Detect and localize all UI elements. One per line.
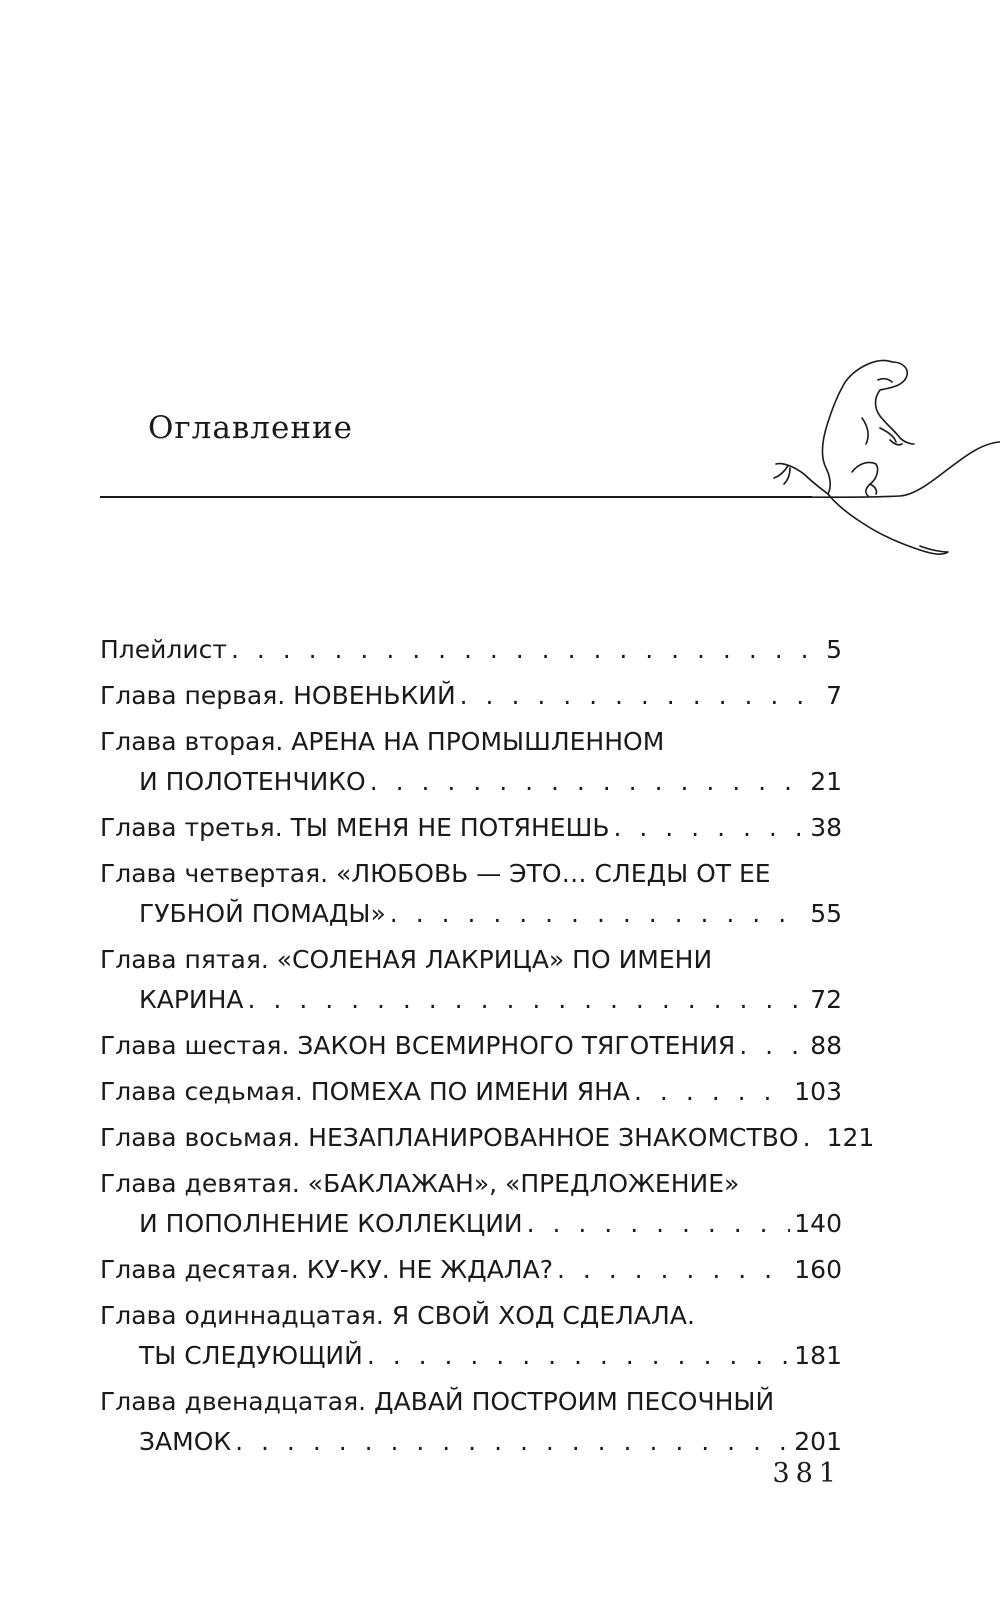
table-of-contents (100, 634, 875, 1472)
toc-entry-line (100, 1122, 875, 1154)
leader-dots (460, 680, 822, 712)
leader-dots (370, 766, 806, 798)
toc-entry (100, 1076, 842, 1108)
leader-dots (248, 984, 807, 1016)
toc-entry (100, 1300, 842, 1372)
toc-entry-line (100, 766, 842, 798)
lizard-line-art-icon (770, 352, 1000, 582)
title-rule (100, 496, 812, 498)
toc-entry (100, 812, 842, 844)
toc-entry-line (100, 984, 842, 1016)
leader-dots (557, 1254, 790, 1286)
toc-entry-title: КАРИНА (139, 985, 244, 1014)
toc-entry-line (100, 812, 842, 844)
toc-entry (100, 1030, 842, 1062)
toc-entry (100, 1386, 842, 1458)
toc-entry-line (100, 1076, 842, 1108)
toc-entry-title: Глава вторая. АРЕНА НА ПРОМЫШЛЕННОМ (100, 727, 665, 756)
toc-entry-title: Глава двенадцатая. ДАВАЙ ПОСТРОИМ ПЕСОЧНЫЙ (100, 1387, 775, 1416)
toc-page-number: 38 (810, 813, 842, 842)
toc-entry-title: ТЫ СЛЕДУЮЩИЙ (139, 1341, 363, 1370)
page-title: Оглавление (148, 410, 353, 446)
toc-entry-title: И ПОЛОТЕНЧИКО (139, 767, 366, 796)
toc-page-number: 160 (794, 1255, 842, 1284)
toc-entry-line (100, 1030, 842, 1062)
toc-entry-title: Глава восьмая. НЕЗАПЛАНИРОВАННОЕ ЗНАКОМСТВО (100, 1123, 799, 1152)
toc-entry-line (100, 858, 842, 890)
toc-page-number: 5 (826, 635, 842, 664)
toc-entry-line (100, 1300, 842, 1332)
toc-page-number: 103 (794, 1077, 842, 1106)
toc-entry (100, 944, 842, 1016)
toc-entry (100, 1122, 875, 1154)
toc-page-number: 55 (810, 899, 842, 928)
toc-entry-line (100, 1208, 842, 1240)
toc-page-number: 140 (794, 1209, 842, 1238)
toc-page-number: 21 (810, 767, 842, 796)
toc-entry-line (100, 1386, 842, 1418)
toc-page-number: 201 (794, 1427, 842, 1456)
toc-entry-line (100, 1168, 842, 1200)
toc-entry-line (100, 898, 842, 930)
toc-entry-line (100, 1254, 842, 1286)
leader-dots (231, 634, 822, 666)
toc-entry (100, 858, 842, 930)
toc-entry-title: Глава третья. ТЫ МЕНЯ НЕ ПОТЯНЕШЬ (100, 813, 610, 842)
toc-entry-line (100, 944, 842, 976)
leader-dots (527, 1208, 791, 1240)
toc-entry (100, 1168, 842, 1240)
toc-entry-line (100, 1340, 842, 1372)
leader-dots (634, 1076, 790, 1108)
toc-entry-line (100, 680, 842, 712)
toc-page-number: 88 (810, 1031, 842, 1060)
leader-dots (739, 1030, 806, 1062)
toc-entry-title: ЗАМОК (139, 1427, 232, 1456)
toc-page-number: 121 (826, 1123, 875, 1152)
leader-dots (390, 898, 806, 930)
leader-dots (235, 1426, 790, 1458)
toc-entry (100, 1254, 842, 1286)
page-number: 381 (772, 1458, 842, 1489)
toc-entry-line (100, 726, 842, 758)
toc-entry-line (100, 634, 842, 666)
toc-entry-title: Глава первая. НОВЕНЬКИЙ (100, 681, 456, 710)
toc-entry-title: Глава одиннадцатая. Я СВОЙ ХОД СДЕЛАЛА. (100, 1301, 695, 1330)
toc-entry-title: И ПОПОЛНЕНИЕ КОЛЛЕКЦИИ (139, 1209, 523, 1238)
toc-page-number: 72 (810, 985, 842, 1014)
toc-entry (100, 634, 842, 666)
toc-entry-title: ГУБНОЙ ПОМАДЫ» (139, 899, 386, 928)
toc-entry-title: Глава шестая. ЗАКОН ВСЕМИРНОГО ТЯГОТЕНИЯ (100, 1031, 736, 1060)
leader-dots (614, 812, 807, 844)
toc-entry-title: Плейлист (100, 635, 227, 664)
toc-entry-line (100, 1426, 842, 1458)
toc-page-number: 181 (794, 1341, 842, 1370)
toc-entry (100, 726, 842, 798)
toc-entry-title: Глава четвертая. «ЛЮБОВЬ — ЭТО… СЛЕДЫ ОТ ЕЕ (100, 859, 771, 888)
leader-dots (803, 1122, 823, 1154)
toc-entry-title: Глава девятая. «БАКЛАЖАН», «ПРЕДЛОЖЕНИЕ» (100, 1169, 740, 1198)
toc-entry-title: Глава десятая. КУ-КУ. НЕ ЖДАЛА? (100, 1255, 553, 1284)
toc-entry (100, 680, 842, 712)
toc-entry-title: Глава пятая. «СОЛЕНАЯ ЛАКРИЦА» ПО ИМЕНИ (100, 945, 713, 974)
toc-page-number: 7 (826, 681, 842, 710)
toc-entry-title: Глава седьмая. ПОМЕХА ПО ИМЕНИ ЯНА (100, 1077, 631, 1106)
leader-dots (367, 1340, 790, 1372)
